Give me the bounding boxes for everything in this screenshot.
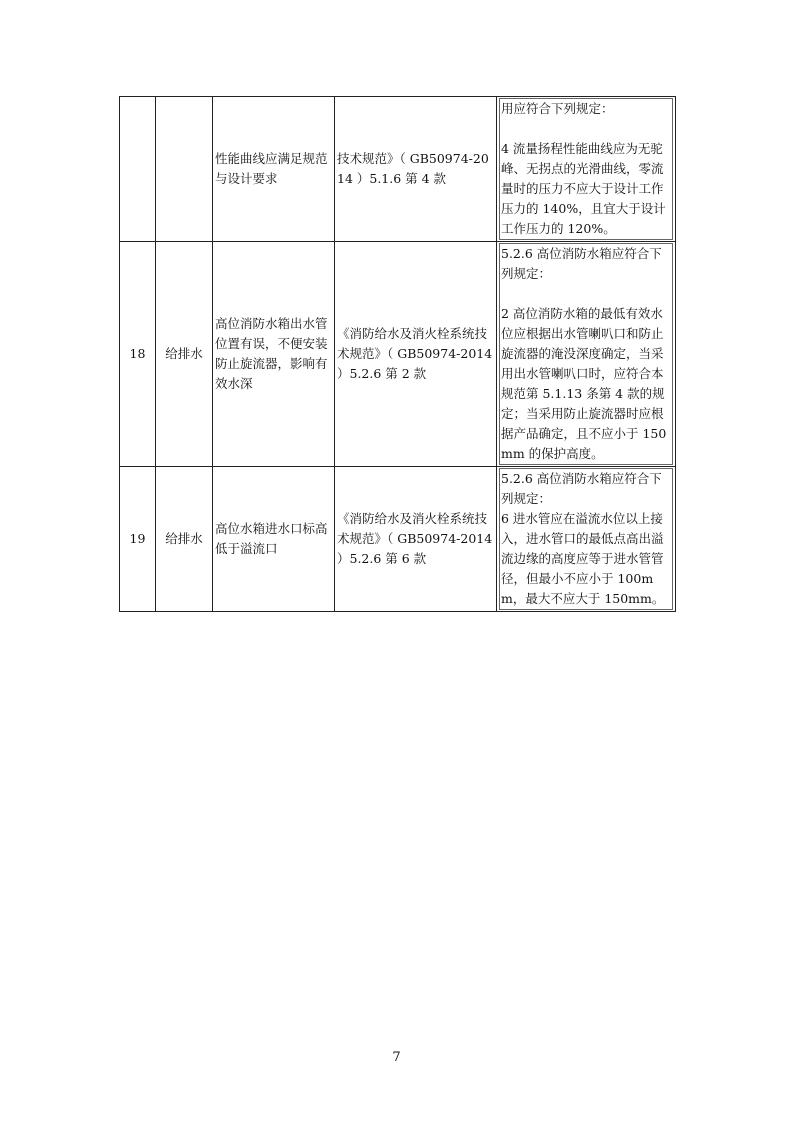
- table-row: [120, 97, 676, 242]
- table-row: [120, 242, 676, 467]
- row-category: [156, 97, 213, 242]
- row-category: 给排水: [156, 242, 213, 467]
- clause-text: 用应符合下列规定：: [501, 101, 614, 116]
- spec-table: [119, 96, 676, 612]
- clause-text: 5.2.6 高位消防水箱应符合下列规定：: [501, 471, 662, 506]
- clause-gap: [501, 284, 671, 304]
- clause-box: [499, 468, 673, 610]
- row-clause: [497, 97, 676, 242]
- clause-text: 6 进水管应在溢流水位以上接入，进水管口的最低点高出溢流边缘的高度应等于进水管管径，但最小不应小于 100mm，最大不应大于 150mm。: [501, 511, 665, 606]
- row-number: [120, 97, 156, 242]
- clause-text: 5.2.6 高位消防水箱应符合下列规定：: [501, 246, 662, 281]
- row-basis: 《消防给水及消火栓系统技术规范》（ GB50974-2014 ）5.2.6 第 2 款: [335, 242, 497, 467]
- row-number: 19: [120, 467, 156, 612]
- row-basis: 技术规范》（ GB50974-2014 ）5.1.6 第 4 款: [335, 97, 497, 242]
- clause-gap: [501, 119, 671, 139]
- row-clause: [497, 467, 676, 612]
- page-number: 7: [392, 1050, 401, 1065]
- clause-box: [499, 243, 673, 465]
- clause-text: 4 流量扬程性能曲线应为无驼峰、无拐点的光滑曲线，零流量时的压力不应大于设计工作压力的 140%，且宜大于设计工作压力的 120%。: [501, 141, 666, 236]
- row-category: 给排水: [156, 467, 213, 612]
- clause-text: 2 高位消防水箱的最低有效水位应根据出水管喇叭口和防止旋流器的淹没深度确定，当采用出水管喇叭口时，应符合本规范第 5.1.13 条第 4 款的规定；当采用防止旋流器时应根据产品确定，且不应小于 150mm 的保护高度。: [501, 306, 667, 461]
- row-issue: 高位水箱进水口标高低于溢流口: [213, 467, 335, 612]
- row-number: 18: [120, 242, 156, 467]
- row-clause: [497, 242, 676, 467]
- row-issue: 性能曲线应满足规范与设计要求: [213, 97, 335, 242]
- row-basis: 《消防给水及消火栓系统技术规范》（ GB50974-2014 ）5.2.6 第 6 款: [335, 467, 497, 612]
- clause-box: [499, 98, 673, 240]
- row-issue: 高位消防水箱出水管位置有误，不便安装防止旋流器，影响有效水深: [213, 242, 335, 467]
- table-row: [120, 467, 676, 612]
